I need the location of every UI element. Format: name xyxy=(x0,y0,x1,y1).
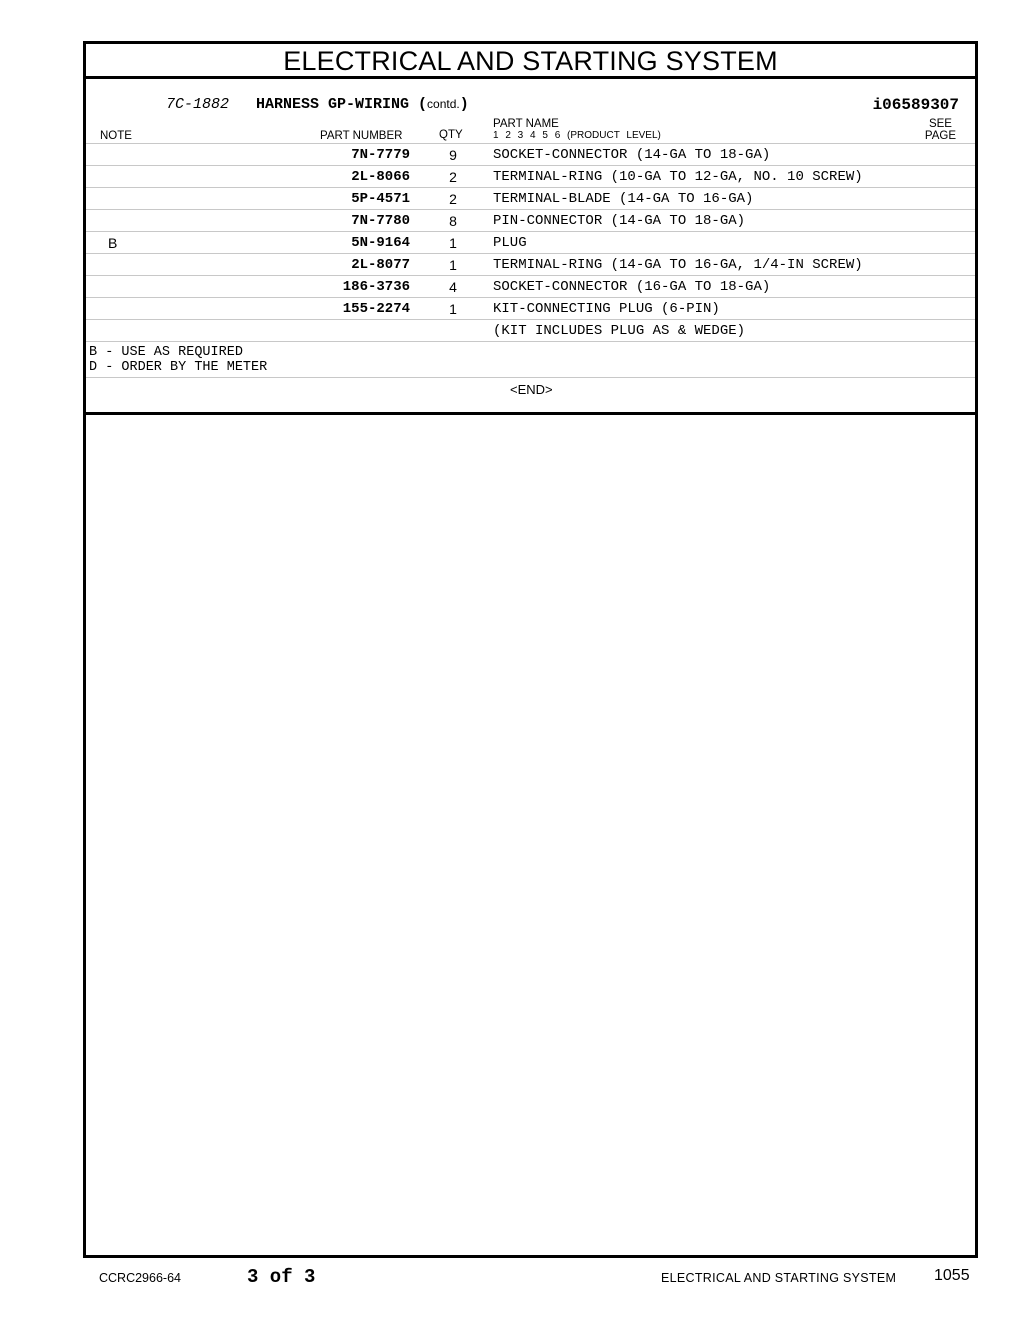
page-frame xyxy=(83,41,978,1258)
header-part-number: PART NUMBER xyxy=(320,130,403,142)
part-number: 186-3736 xyxy=(342,279,410,295)
part-name: TERMINAL-BLADE (14-GA TO 16-GA) xyxy=(493,191,754,207)
group-header xyxy=(86,96,975,118)
part-qty: 4 xyxy=(449,279,457,295)
table-row xyxy=(86,253,975,275)
part-number: 155-2274 xyxy=(342,301,410,317)
header-qty: QTY xyxy=(439,129,463,141)
part-number: 7N-7780 xyxy=(351,213,410,229)
part-qty: 2 xyxy=(449,169,457,185)
header-see-page xyxy=(925,118,956,142)
table-row xyxy=(86,187,975,209)
part-number: 5N-9164 xyxy=(351,235,410,251)
table-row xyxy=(86,319,975,341)
footer-section: ELECTRICAL AND STARTING SYSTEM xyxy=(661,1271,897,1285)
group-number: 7C-1882 xyxy=(166,96,230,113)
part-name: (KIT INCLUDES PLUG AS & WEDGE) xyxy=(493,323,746,339)
group-name xyxy=(256,96,469,113)
part-qty: 8 xyxy=(449,213,457,229)
part-name: SOCKET-CONNECTOR (16-GA TO 18-GA) xyxy=(493,279,771,295)
group-name-text: HARNESS GP-WIRING ( xyxy=(256,96,428,113)
footer-page-number: 1055 xyxy=(934,1267,970,1284)
note-b: B - USE AS REQUIRED xyxy=(89,345,243,360)
notes-legend xyxy=(86,341,975,377)
end-row xyxy=(86,377,975,415)
part-qty: 1 xyxy=(449,257,457,273)
page-title: ELECTRICAL AND STARTING SYSTEM xyxy=(86,44,975,79)
parts-table xyxy=(86,143,975,415)
header-note: NOTE xyxy=(100,130,132,142)
part-name: TERMINAL-RING (10-GA TO 12-GA, NO. 10 SCREW) xyxy=(493,169,863,185)
part-number: 5P-4571 xyxy=(351,191,410,207)
table-row xyxy=(86,231,975,253)
part-qty: 1 xyxy=(449,301,457,317)
part-qty: 2 xyxy=(449,191,457,207)
part-name: PLUG xyxy=(493,235,527,251)
group-name-close: ) xyxy=(459,96,469,113)
table-row xyxy=(86,165,975,187)
table-row xyxy=(86,275,975,297)
footer-doc-id: CCRC2966-64 xyxy=(99,1271,181,1285)
header-part-name: PART NAME xyxy=(493,118,559,130)
end-marker: <END> xyxy=(510,382,553,397)
part-number: 2L-8066 xyxy=(351,169,410,185)
header-page: PAGE xyxy=(924,130,956,142)
table-row xyxy=(86,143,975,165)
part-number: 7N-7779 xyxy=(351,147,410,163)
part-name: TERMINAL-RING (14-GA TO 16-GA, 1/4-IN SCREW) xyxy=(493,257,863,273)
header-product-level: 1 2 3 4 5 6 (PRODUCT LEVEL) xyxy=(493,130,661,141)
part-note: B xyxy=(108,235,118,251)
part-name: SOCKET-CONNECTOR (14-GA TO 18-GA) xyxy=(493,147,771,163)
part-number: 2L-8077 xyxy=(351,257,410,273)
page-footer xyxy=(0,1262,1020,1292)
header-see: SEE xyxy=(928,118,952,130)
part-qty: 9 xyxy=(449,147,457,163)
note-d: D - ORDER BY THE METER xyxy=(89,360,268,375)
part-name: PIN-CONNECTOR (14-GA TO 18-GA) xyxy=(493,213,746,229)
part-qty: 1 xyxy=(449,235,457,251)
group-id: i06589307 xyxy=(872,96,959,114)
group-contd: contd. xyxy=(427,97,460,111)
part-name: KIT-CONNECTING PLUG (6-PIN) xyxy=(493,301,720,317)
table-row xyxy=(86,297,975,319)
table-row xyxy=(86,209,975,231)
footer-page-of: 3 of 3 xyxy=(247,1266,316,1288)
